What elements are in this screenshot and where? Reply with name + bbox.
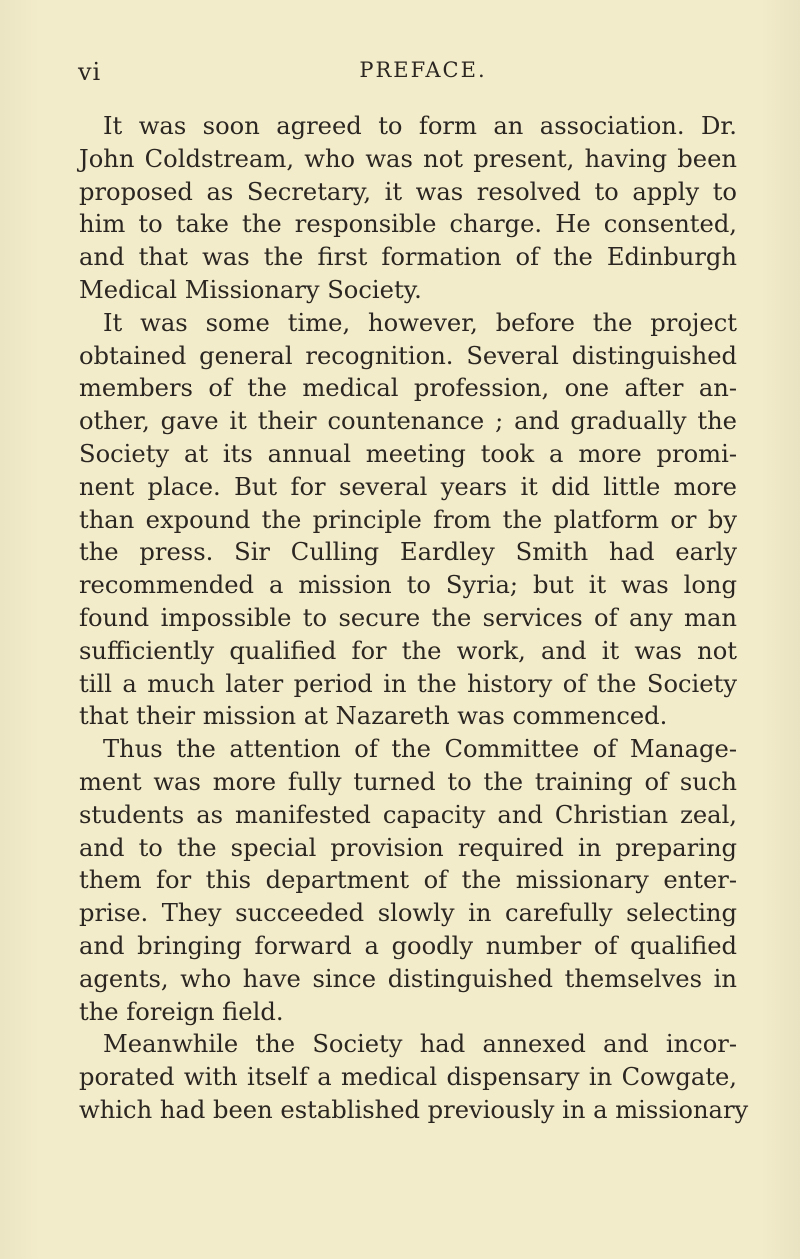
text-line: ment was more fully turned to the training of such — [79, 767, 737, 796]
text-line: nent place. But for several years it did little more — [79, 472, 737, 501]
text-line: other, gave it their countenance ; and gradually the — [79, 407, 737, 436]
text-line: members of the medical profession, one after an- — [79, 374, 737, 403]
text-line: and that was the first formation of the Edinburgh — [79, 243, 737, 272]
text-line: him to take the responsible charge. He consented, — [79, 210, 737, 239]
text-line: students as manifested capacity and Christian zeal, — [79, 800, 737, 829]
text-line: and to the special provision required in preparing — [79, 833, 737, 862]
running-title: PREFACE. — [359, 58, 487, 82]
text-line: It was soon agreed to form an association. Dr. — [103, 112, 737, 140]
text-line: the press. Sir Culling Eardley Smith had early — [79, 538, 737, 567]
text-line: sufficiently qualified for the work, and it was not — [79, 636, 737, 665]
text-line: till a much later period in the history of the Society — [79, 669, 737, 698]
text-line: John Coldstream, who was not present, having been — [79, 144, 737, 173]
text-line: Medical Missionary Society. — [79, 275, 422, 304]
text-line: agents, who have since distinguished themselves in — [79, 964, 737, 993]
text-line: prise. They succeeded slowly in carefully selecting — [79, 899, 737, 928]
body-text — [79, 110, 749, 1127]
text-line: Thus the attention of the Committee of Manage- — [103, 735, 737, 764]
text-line: recommended a mission to Syria; but it was long — [79, 571, 737, 600]
text-line: Society at its annual meeting took a more promi- — [79, 439, 737, 468]
text-line: Meanwhile the Society had annexed and incor- — [103, 1030, 737, 1059]
text-line: porated with itself a medical dispensary in Cowgate, — [79, 1063, 737, 1092]
page-number: vi — [78, 58, 102, 86]
text-line: found impossible to secure the services of any man — [79, 603, 737, 632]
text-line: It was some time, however, before the project — [103, 308, 737, 337]
text-line: and bringing forward a goodly number of qualified — [79, 931, 737, 960]
text-line: the foreign field. — [79, 997, 284, 1026]
text-line: that their mission at Nazareth was commenced. — [79, 702, 668, 731]
text-line: than expound the principle from the platform or by — [79, 505, 737, 534]
text-line: them for this department of the missionary enter- — [79, 866, 737, 895]
page-header — [78, 58, 768, 88]
text-line: which had been established previously in a missionary — [79, 1095, 749, 1124]
text-line: obtained general recognition. Several distinguished — [79, 341, 737, 370]
text-line: proposed as Secretary, it was resolved to apply to — [79, 177, 737, 206]
